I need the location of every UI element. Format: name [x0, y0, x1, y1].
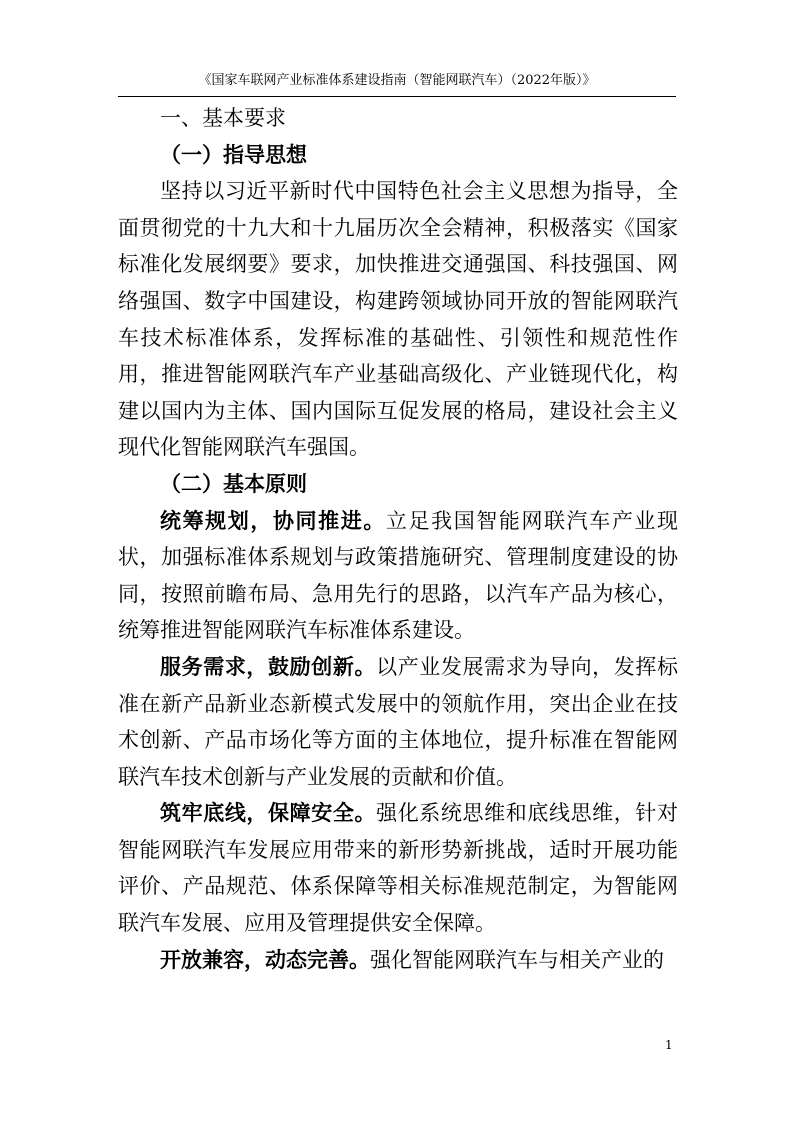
principle-paragraph — [118, 795, 678, 941]
running-header: 《国家车联网产业标准体系建设指南（智能网联汽车）（2022年版）》 — [198, 73, 596, 88]
paragraph-guiding-ideology: 坚持以习近平新时代中国特色社会主义思想为指导，全面贯彻党的十九大和十九届历次全会精神，积极落实《国家标准化发展纲要》要求，加快推进交通强国、科技强国、网络强国、数字中国建设，构建跨领域协同开放的智能网联汽车技术标准体系，发挥标准的基础性、引领性和规范性作用，推进智能网联汽车产业基础高级化、产业链现代化，构建以国内为主体、国内国际互促发展的格局，建设社会主义现代化智能网联汽车强国。 — [118, 179, 678, 460]
principle-body: 以产业发展需求为导向，发挥标准在新产品新业态新模式发展中的领航作用，突出企业在技术创新、产品市场化等方面的主体地位，提升标准在智能网联汽车技术创新与产业发展的贡献和价值。 — [118, 654, 679, 789]
subsection-heading-guiding-ideology: （一）指导思想 — [160, 142, 307, 167]
section-title: 一、基本要求 — [160, 106, 286, 130]
principle-lead: 筑牢底线，保障安全。 — [160, 801, 377, 826]
principle-lead: 服务需求，鼓励创新。 — [160, 654, 377, 679]
document-body — [118, 100, 678, 978]
header-rule — [118, 96, 676, 97]
principle-paragraph — [118, 649, 678, 795]
principle-body: 强化系统思维和底线思维，针对智能网联汽车发展应用带来的新形势新挑战，适时开展功能评价、产品规范、体系保障等相关标准规范制定，为智能网联汽车发展、应用及管理提供安全保障。 — [118, 801, 679, 936]
principle-body: 强化智能网联汽车与相关产业的 — [370, 947, 664, 972]
principle-paragraph — [118, 503, 678, 649]
page-number: 1 — [665, 1038, 673, 1052]
principle-lead: 开放兼容，动态完善。 — [160, 947, 370, 972]
principle-body: 立足我国智能网联汽车产业现状，加强标准体系规划与政策措施研究、管理制度建设的协同，按照前瞻布局、急用先行的思路，以汽车产品为核心，统筹推进智能网联汽车标准体系建设。 — [118, 508, 679, 643]
principle-lead: 统筹规划，协同推进。 — [160, 508, 386, 533]
principle-paragraph — [118, 942, 678, 979]
subsection-heading-basic-principles: （二）基本原则 — [160, 471, 307, 496]
